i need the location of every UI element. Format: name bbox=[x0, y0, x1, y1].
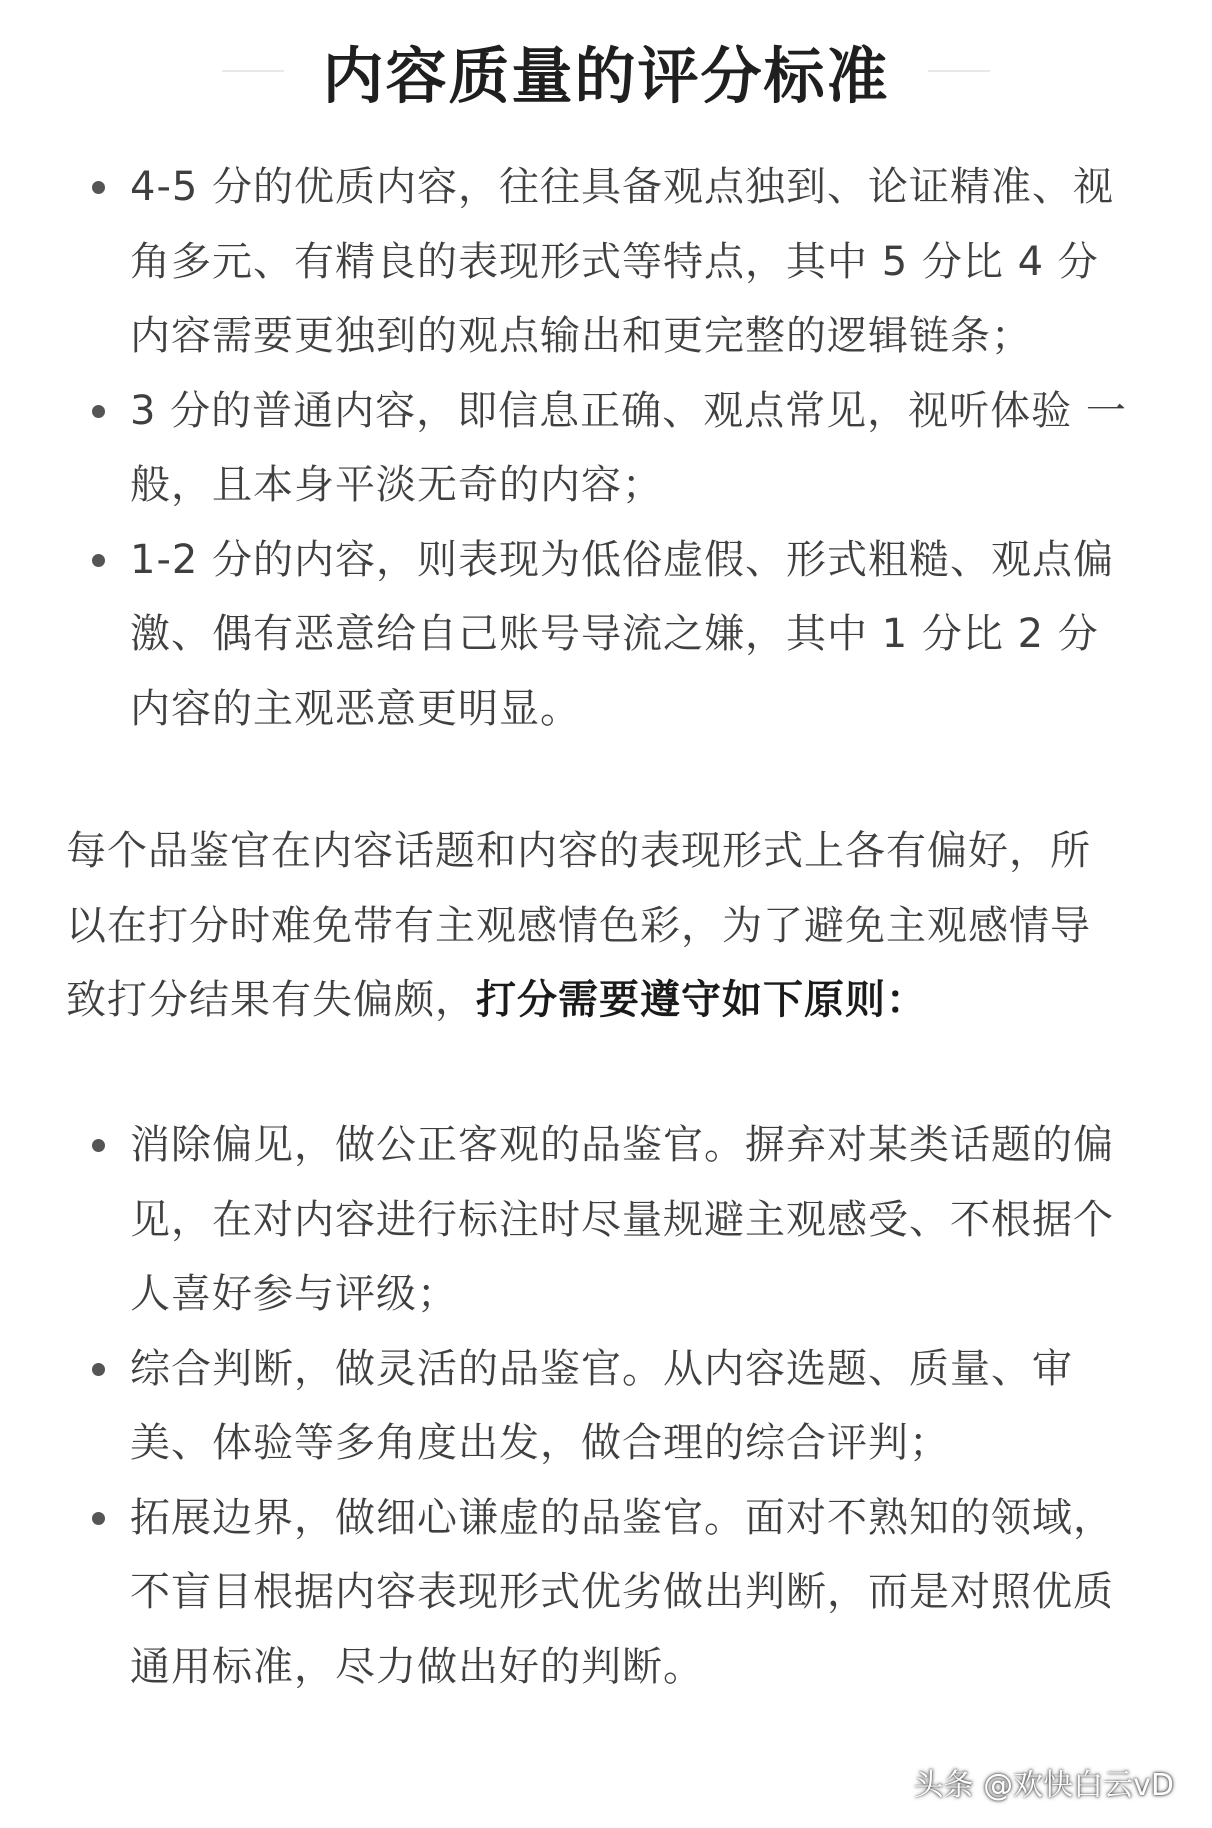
bullet-icon bbox=[92, 1363, 105, 1376]
list-item-text: 拓展边界，做细心谦虚的品鉴官。面对不熟知的领域，不盲目根据内容表现形式优劣做出判断，而是对照优质通用标准，尽力做出好的判断。 bbox=[130, 1494, 1114, 1690]
list-item-score-3 bbox=[0, 374, 1130, 523]
bullet-icon bbox=[92, 1139, 105, 1152]
list-item-expand-boundaries bbox=[0, 1481, 1130, 1705]
bullet-icon bbox=[92, 181, 105, 194]
list-item-score-4-5 bbox=[0, 150, 1130, 374]
paragraph-text: 每个品鉴官在内容话题和内容的表现形式上各有偏好，所以在打分时难免带有主观感情色彩，为了避免主观感情导致打分结果有失偏颇， bbox=[66, 828, 1091, 1023]
scoring-criteria-list bbox=[0, 150, 1212, 746]
header-divider-right bbox=[928, 70, 990, 72]
principles-intro-paragraph bbox=[66, 814, 1126, 1038]
section-header bbox=[0, 26, 1212, 116]
list-item-text: 4-5 分的优质内容，往往具备观点独到、论证精准、视角多元、有精良的表现形式等特点，其中 5 分比 4 分内容需要更独到的观点输出和更完整的逻辑链条； bbox=[130, 164, 1115, 359]
principles-list bbox=[0, 1108, 1212, 1704]
list-item-eliminate-bias bbox=[0, 1108, 1130, 1332]
paragraph-bold-text: 打分需要遵守如下原则： bbox=[476, 977, 927, 1023]
bullet-icon bbox=[92, 1512, 105, 1525]
source-watermark: 头条 @欢快白云vD bbox=[913, 1768, 1174, 1803]
list-item-text: 1-2 分的内容，则表现为低俗虚假、形式粗糙、观点偏激、偶有恶意给自己账号导流之嫌，其中 1 分比 2 分内容的主观恶意更明显。 bbox=[130, 536, 1115, 732]
list-item-comprehensive-judgment bbox=[0, 1332, 1130, 1481]
bullet-icon bbox=[92, 554, 105, 567]
header-divider-left bbox=[222, 70, 284, 72]
list-item-text: 3 分的普通内容，即信息正确、观点常见，视听体验 一般，且本身平淡无奇的内容； bbox=[130, 387, 1127, 508]
list-item-score-1-2 bbox=[0, 523, 1130, 747]
list-item-text: 消除偏见，做公正客观的品鉴官。摒弃对某类话题的偏见，在对内容进行标注时尽量规避主观感受、不根据个人喜好参与评级； bbox=[130, 1122, 1114, 1317]
section-title: 内容质量的评分标准 bbox=[322, 40, 890, 112]
list-item-text: 综合判断，做灵活的品鉴官。从内容选题、质量、审美、体验等多角度出发，做合理的综合评判； bbox=[130, 1345, 1073, 1466]
bullet-icon bbox=[92, 405, 105, 418]
